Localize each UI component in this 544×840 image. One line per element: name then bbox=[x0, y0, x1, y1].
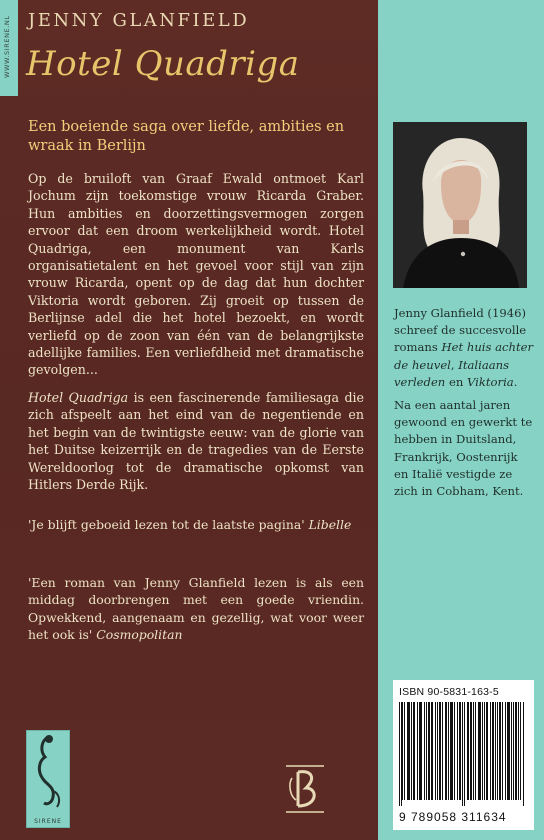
barcode-bar bbox=[402, 702, 403, 800]
barcode-bar bbox=[448, 702, 449, 800]
barcode-bar bbox=[442, 702, 443, 800]
publisher-url: WWW.SIRENE.NL bbox=[3, 15, 11, 79]
barcode-bar bbox=[484, 702, 485, 800]
barcode-bar bbox=[413, 702, 414, 800]
blurb bbox=[28, 170, 364, 503]
book-title: Hotel Quadriga bbox=[26, 44, 300, 84]
barcode-bar bbox=[446, 702, 447, 800]
barcode-bar bbox=[462, 702, 463, 806]
siren-icon bbox=[27, 731, 69, 811]
barcode-bar bbox=[464, 702, 465, 806]
barcode-bar bbox=[499, 702, 500, 800]
barcode-bar bbox=[479, 702, 480, 800]
barcode-bar bbox=[513, 702, 514, 800]
barcode-bar bbox=[523, 702, 524, 806]
barcode-bar bbox=[445, 702, 446, 800]
barcode-bar bbox=[409, 702, 410, 800]
bio-book-3: Viktoria bbox=[466, 374, 514, 389]
barcode-bar bbox=[432, 702, 433, 800]
barcode-bar bbox=[437, 702, 438, 800]
blurb-paragraph-2-text: is een fascinerende familiesaga die zich afspeelt aan het eind van de negentiende en het begin van de twintigste eeuw: van de glorie van het Duitse keizerrijk en de tragedies van de Eerste Wereldoorlog tot de dramatische opkomst van Hitlers Derde Rijk. bbox=[28, 389, 364, 492]
barcode-bar bbox=[493, 702, 494, 800]
barcode-bar bbox=[515, 702, 516, 800]
barcode-box bbox=[393, 680, 534, 830]
barcode-bar bbox=[480, 702, 481, 800]
barcode-bar bbox=[404, 702, 405, 800]
barcode-bar bbox=[401, 702, 402, 806]
publisher-logo bbox=[26, 730, 70, 828]
barcode-bar bbox=[457, 702, 458, 800]
bio-paragraph-1 bbox=[394, 305, 534, 391]
bio-and: en bbox=[445, 374, 467, 389]
barcode-bar bbox=[439, 702, 440, 800]
blurb-paragraph-1: Op de bruiloft van Graaf Ewald ontmoet Karl Jochum zijn toekomstige vrouw Ricarda Graber. Hun ambities en doorzettingsvermogen zorgen ervoor dat een droom werkelijkheid wordt. Hotel Quadriga, een monument van Karls organisatietalent en het gevoel voor stijl van zijn vrouw Ricarda, opent op de dag dat hun dochter Viktoria wordt geboren. Zij groeit op tussen de Berlijnse adel die het hotel bezoekt, en wordt verliefd op de zoon van één van de belangrijkste adellijke families. Een verliefdheid met dramatische gevolgen... bbox=[28, 171, 364, 378]
barcode-bar bbox=[509, 702, 510, 800]
bio-intro: Jenny Glanfield (1946) schreef de succesvolle romans bbox=[394, 306, 527, 355]
quote-source: Cosmopolitan bbox=[96, 627, 183, 643]
barcode-bar bbox=[407, 702, 408, 800]
bio-paragraph-2: Na een aantal jaren gewoond en gewerkt te hebben in Duitsland, Frankrijk, Oostenrijk en Italië vestigde ze zich in Cobham, Kent. bbox=[394, 398, 533, 499]
barcode-bar bbox=[451, 702, 452, 800]
barcode-bar bbox=[440, 702, 441, 800]
barcode-bar bbox=[482, 702, 483, 800]
bio-separator: , bbox=[450, 357, 459, 372]
review-quote-2 bbox=[28, 574, 364, 644]
barcode-bar bbox=[428, 702, 429, 800]
barcode-bar bbox=[431, 702, 432, 800]
quote-text: 'Een roman van Jenny Glanfield lezen is als een middag doorbrengen met een goede vriendin. Opwekkend, aangenaam en gezellig, wat voor weer het ook is' bbox=[28, 575, 364, 643]
monogram-b-logo bbox=[282, 760, 328, 818]
barcode-bar bbox=[417, 702, 418, 800]
barcode-bar bbox=[520, 702, 521, 800]
review-quote-1 bbox=[28, 516, 364, 533]
barcode-bar bbox=[429, 702, 430, 800]
quote-source: Libelle bbox=[308, 517, 352, 532]
barcode-bar bbox=[511, 702, 512, 800]
barcode-bar bbox=[500, 702, 501, 800]
barcode-bar bbox=[426, 702, 427, 800]
barcode-bar bbox=[411, 702, 412, 800]
isbn-text: ISBN 90-5831-163-5 bbox=[399, 686, 499, 698]
barcode-bar bbox=[492, 702, 493, 800]
barcode-bar bbox=[518, 702, 519, 800]
barcode-bar bbox=[454, 702, 455, 800]
barcode-bar bbox=[399, 702, 400, 806]
barcode-bar bbox=[473, 702, 474, 800]
barcode-bar bbox=[487, 702, 488, 800]
tagline: Een boeiende saga over liefde, ambities en wraak in Berlijn bbox=[28, 119, 345, 154]
blurb-book-title: Hotel Quadriga bbox=[28, 389, 129, 405]
barcode-bar bbox=[419, 702, 420, 800]
barcode-bar bbox=[435, 702, 436, 800]
barcode-bar bbox=[497, 702, 498, 800]
barcode-icon bbox=[399, 702, 528, 808]
barcode-number: 9 789058 311634 bbox=[399, 810, 507, 824]
barcode-bar bbox=[486, 702, 487, 800]
barcode-bar bbox=[421, 702, 422, 800]
barcode-bar bbox=[467, 702, 468, 800]
bio-book-1: Het huis achter de heuvel bbox=[394, 340, 534, 372]
barcode-bar bbox=[470, 702, 471, 800]
barcode-bar bbox=[507, 702, 508, 800]
barcode-bar bbox=[450, 702, 451, 800]
blurb-paragraph-2 bbox=[28, 389, 364, 493]
barcode-bar bbox=[471, 702, 472, 800]
publisher-label: SIRENE bbox=[34, 818, 62, 825]
quote-text: 'Je blijft geboeid lezen tot de laatste pagina' bbox=[28, 517, 305, 532]
spine-strip bbox=[0, 0, 18, 96]
barcode-bar bbox=[490, 702, 491, 800]
barcode-bar bbox=[452, 702, 453, 800]
barcode-bar bbox=[505, 702, 506, 800]
barcode-bar bbox=[414, 702, 415, 800]
barcode-bar bbox=[478, 702, 479, 800]
author-bio bbox=[394, 305, 534, 506]
barcode-bar bbox=[408, 702, 409, 800]
barcode-bar bbox=[459, 702, 460, 800]
barcode-bar bbox=[516, 702, 517, 800]
barcode-bar bbox=[502, 702, 503, 800]
barcode-bar bbox=[508, 702, 509, 800]
barcode-bar bbox=[460, 702, 461, 800]
bio-book-2: Italiaans verleden bbox=[394, 357, 510, 389]
author-name: JENNY GLANFIELD bbox=[28, 10, 250, 31]
author-photo bbox=[393, 122, 527, 288]
barcode-bar bbox=[420, 702, 421, 800]
author-portrait-icon bbox=[393, 122, 527, 288]
barcode-bar bbox=[424, 702, 425, 800]
barcode-bar bbox=[468, 702, 469, 800]
barcode-bar bbox=[475, 702, 476, 800]
barcode-bar bbox=[495, 702, 496, 800]
bio-end: . bbox=[513, 374, 518, 389]
